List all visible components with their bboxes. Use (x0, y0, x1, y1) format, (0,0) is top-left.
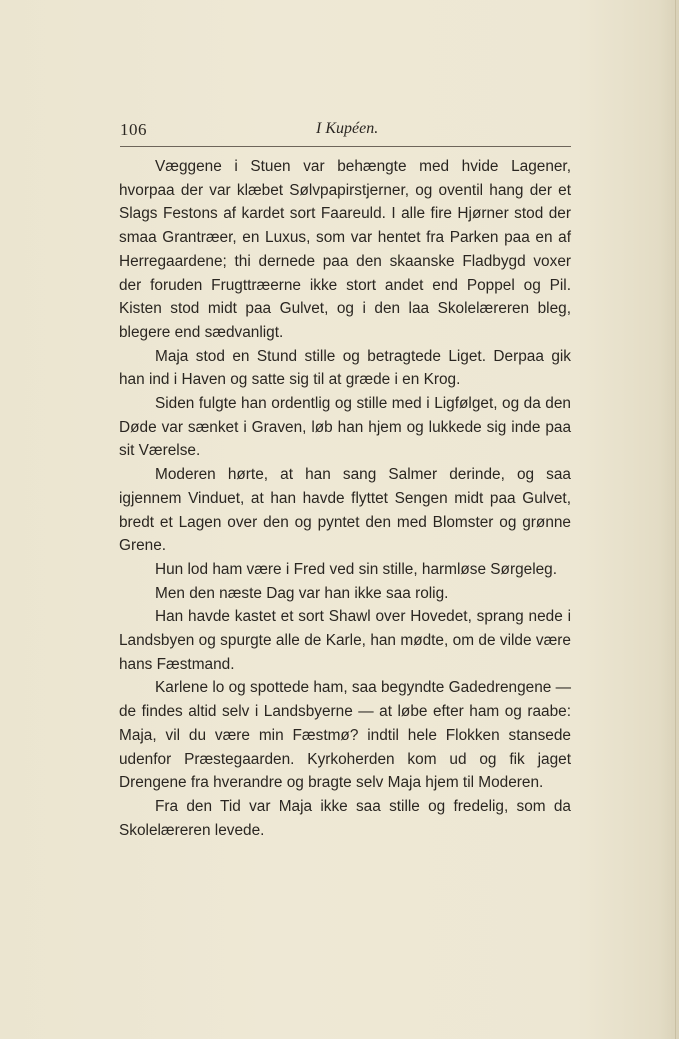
paragraph: Men den næste Dag var han ikke saa rolig. (155, 584, 449, 602)
paragraph: Karlene lo og spottede ham, saa begyndte Gadedrengene — de findes altid selv i Landsbyerne — at løbe efter ham og raabe: Maja, vil du være min Fæstmø? indtil hele Flokken stansede udenfor Præstegaarden. Kyrkoherden kom ud og fik jaget Drengene fra hverandre og bragte selv Maja hjem til Moderen. (119, 679, 571, 792)
body-text (119, 155, 571, 842)
paragraph: Fra den Tid var Maja ikke saa stille og fredelig, som da Skolelæreren levede. (119, 797, 571, 839)
paragraph: Maja stod en Stund stille og betragtede Liget. Derpaa gik han ind i Haven og satte sig til at græde i en Krog. (119, 347, 571, 389)
running-title: I Kupéen. (316, 120, 379, 137)
page-edge (675, 0, 676, 1039)
paragraph: Han havde kastet et sort Shawl over Hovedet, sprang nede i Landsbyen og spurgte alle de Karle, han mødte, om de vilde være hans Fæstmand. (119, 608, 571, 673)
page-number: 106 (120, 120, 147, 139)
page-header (120, 118, 571, 147)
paragraph: Moderen hørte, at han sang Salmer derinde, og saa igjennem Vinduet, at han havde flyttet Sengen midt paa Gulvet, bredt et Lagen over den og pyntet den med Blomster og grønne Grene. (119, 466, 571, 555)
paragraph: Væggene i Stuen var behængte med hvide Lagener, hvorpaa der var klæbet Sølvpapirstjerner, og oventil hang der et Slags Festons af kardet sort Faareuld. I alle fire Hjørner stod der smaa Grantræer, en Luxus, som var hentet fra Parken paa en af Herregaardene; thi dernede paa den skaanske Fladbygd voxer der foruden Frugttræerne ikke stort andet end Poppel og Pil. Kisten stod midt paa Gulvet, og i den laa Skolelæreren bleg, blegere end sædvanligt. (119, 158, 571, 341)
paragraph: Siden fulgte han ordentlig og stille med i Ligfølget, og da den Døde var sænket i Graven, løb han hjem og lukkede sig inde paa sit Værelse. (119, 395, 571, 460)
paragraph: Hun lod ham være i Fred ved sin stille, harmløse Sørgeleg. (155, 560, 558, 578)
